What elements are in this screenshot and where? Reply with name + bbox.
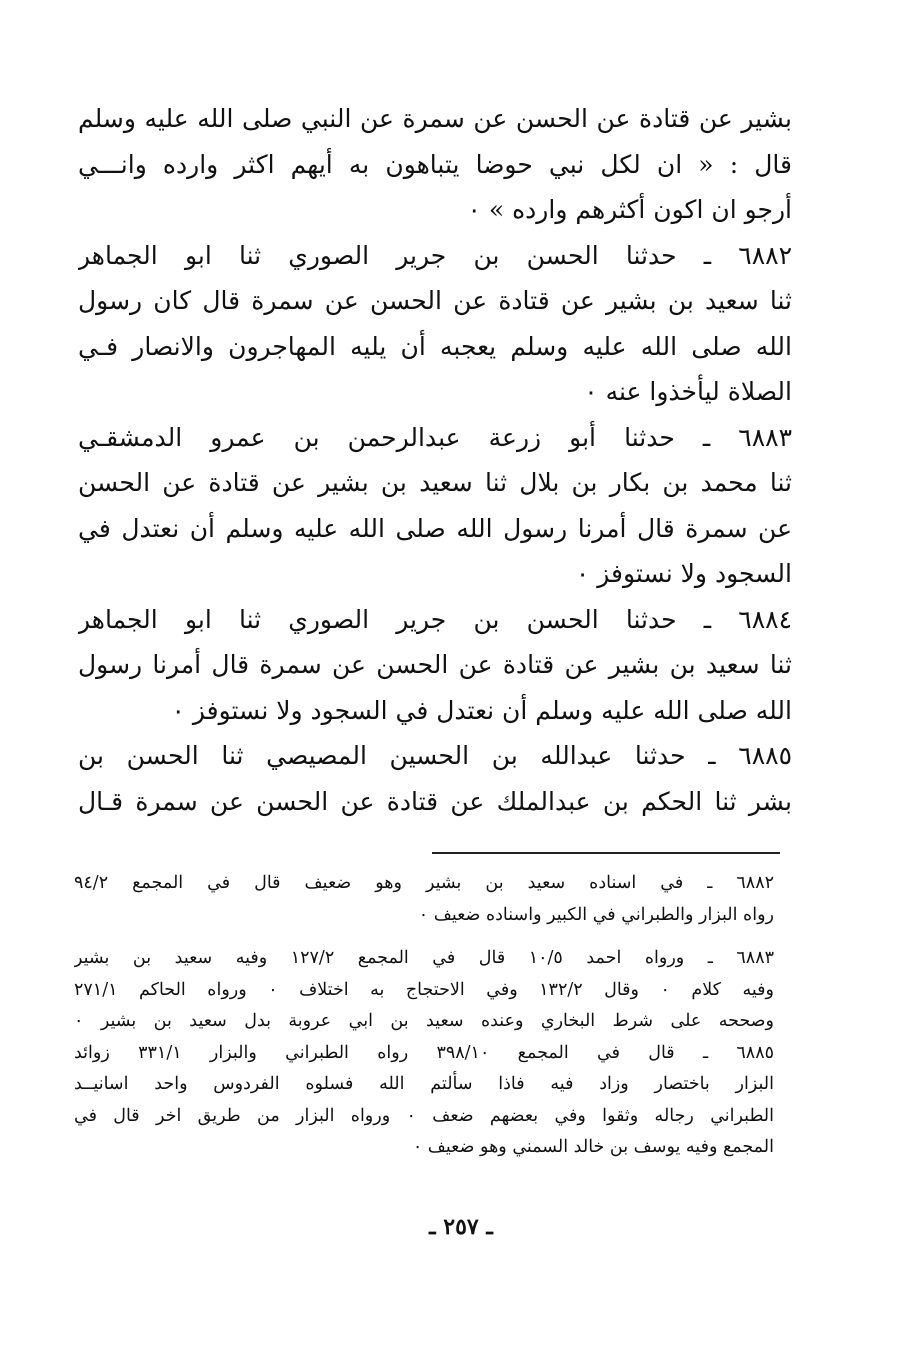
footnote-6885 (74, 1038, 774, 1164)
footnotes (74, 868, 774, 1164)
text-line: ثنا سعيد بن بشير عن قتادة عن الحسن عن سمرة قال كان رسول (78, 286, 792, 315)
text-line: ثنا محمد بن بكار بن بلال ثنا سعيد بن بشير عن قتادة عن الحسن (78, 468, 792, 497)
hadith-6883-heading: ٦٨٨٣ ـ حدثنا أبو زرعة عبدالرحمن بن عمرو الدمشقـي (78, 422, 792, 452)
text-line: الله صلى الله عليه وسلم يعجبه أن يليه المهاجرون والانصار فـي (78, 331, 792, 361)
footnote-line: رواه البزار والطبراني في الكبير واسناده ضعيف ٠ (418, 904, 774, 925)
footnote-line: وفيه كلام ٠ وقال ١٣٢/٢ وفي الاحتجاج به اختلاف ٠ ورواه الحاكم ٢٧١/١ (74, 979, 774, 1000)
footnote-line: المجمع وفيه يوسف بن خالد السمني وهو ضعيف ٠ (412, 1137, 774, 1157)
hadith-6885-heading: ٦٨٨٥ ـ حدثنا عبدالله بن الحسين المصيصي ثنا الحسن بن (78, 741, 792, 770)
footnote-line: ٦٨٨٥ ـ قال في المجمع ٣٩٨/١٠ رواه الطبراني والبزار ٣٣١/١ زوائد (74, 1042, 774, 1063)
footnote-line: الطبراني رجاله وثقوا وفي بعضهم ضعف ٠ ورواه البزار من طريق اخر قال في (74, 1105, 774, 1126)
footnote-line: ٦٨٨٢ ـ في اسناده سعيد بن بشير وهو ضعيف قال في المجمع ٩٤/٢ (74, 873, 774, 893)
footnote-line: البزار باختصار وزاد فيه فاذا سألتم الله فسلوه الفردوس واحد اسانيــد (74, 1074, 774, 1094)
text-line: الله صلى الله عليه وسلم أن نعتدل في السجود ولا نستوفز ٠ (171, 695, 792, 725)
hadith-6882-heading: ٦٨٨٢ ـ حدثنا الحسن بن جرير الصوري ثنا ابو الجماهر (78, 240, 792, 270)
text-line: أرجو ان اكون أكثرهم وارده » ٠ (467, 195, 792, 224)
footnote-6882 (74, 868, 774, 931)
main-text (78, 96, 792, 824)
text-line: ثنا سعيد بن بشير عن قتادة عن الحسن عن سمرة قال أمرنا رسول (78, 650, 792, 679)
page-number: ـ ٢٥٧ ـ (429, 1214, 493, 1240)
footnote-line: ٦٨٨٣ ـ ورواه احمد ١٠/٥ قال في المجمع ١٢٧/٢ وفيه سعيد بن بشير (74, 948, 774, 968)
hadith-6884-heading: ٦٨٨٤ ـ حدثنا الحسن بن جرير الصوري ثنا ابو الجماهر (78, 604, 792, 634)
text-line: عن سمرة قال أمرنا رسول الله صلى الله عليه وسلم أن نعتدل في (78, 513, 792, 543)
text-line: الصلاة ليأخذوا عنه ٠ (584, 377, 792, 406)
footnote-6883 (74, 943, 774, 1038)
footnote-line: وصححه على شرط البخاري وعنده سعيد بن ابي عروبة بدل سعيد بن بشير ٠ (74, 1011, 774, 1031)
text-line: السجود ولا نستوفز ٠ (575, 559, 792, 588)
text-line: قال : « ان لكل نبي حوضا يتباهون به أيهم اكثر وارده وانـــي (78, 149, 792, 179)
footnote-divider (432, 852, 780, 854)
text-line: بشير عن قتادة عن الحسن عن سمرة عن النبي صلى الله عليه وسلم (78, 104, 792, 133)
text-line: بشر ثنا الحكم بن عبدالملك عن قتادة عن الحسن عن سمرة قـال (78, 786, 792, 816)
